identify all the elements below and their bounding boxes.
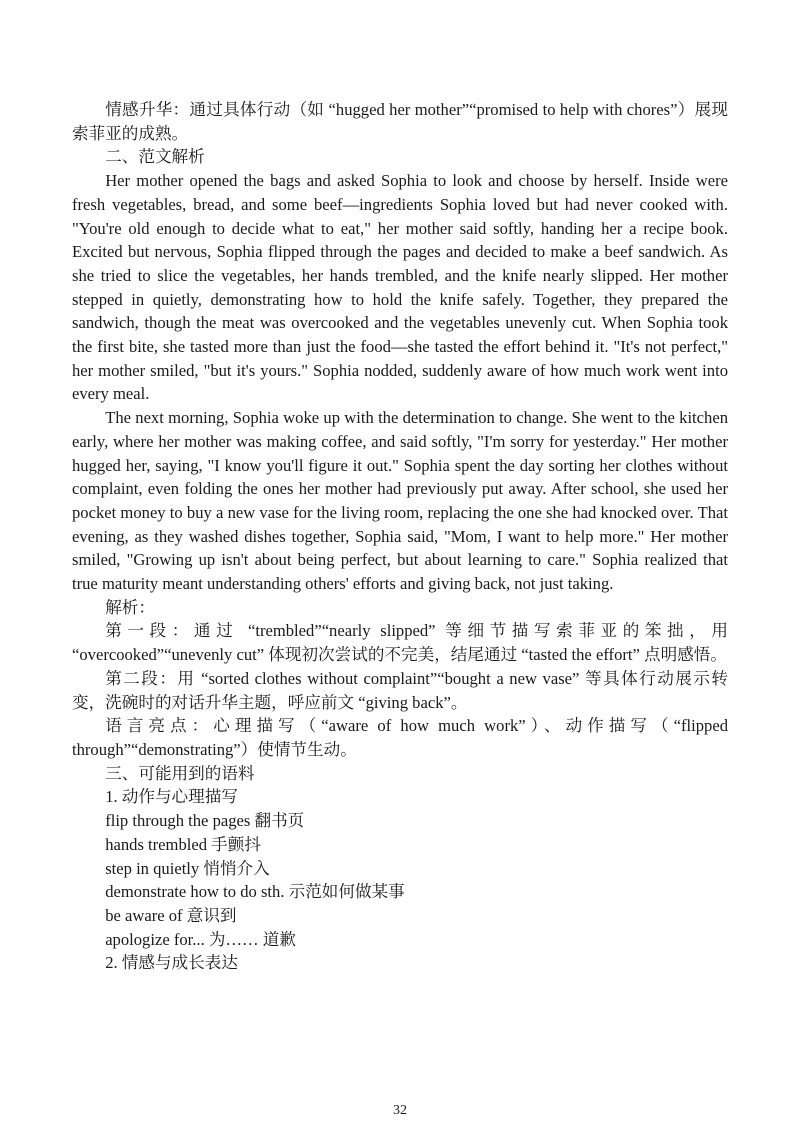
sample-paragraph-1: Her mother opened the bags and asked Sophia to look and choose by herself. Inside were fresh vegetables, bread, and some beef—ingredients Sophia loved but had never cooked with. "You're old enough to decide what to eat," her mother said softly, handing her a recipe book. Excited but nervous, Sophia flipped through the pages and decided to make a beef sandwich. As she tried to slice the vegetables, her hands trembled, and the knife nearly slipped. Her mother stepped in quietly, demonstrating how to hold the knife safely. Together, they prepared the sandwich, though the meat was overcooked and the vegetables unevenly cut. When Sophia took the first bite, she tasted more than just the food—she tasted the effort behind it. "It's not perfect," her mother smiled, "but it's yours." Sophia nodded, suddenly aware of how much work went into every meal.	[72, 171, 728, 404]
list-item: demonstrate how to do sth. 示范如何做某事	[105, 882, 405, 902]
analysis-paragraph-1: 第一段：通过 “trembled”“nearly slipped” 等细节描写索菲亚的笨拙，用 “overcooked”“unevenly cut” 体现初次尝试的不完美，结尾通过 “tasted the effort” 点明感悟。	[72, 621, 728, 665]
materials-subheading-1: 1. 动作与心理描写	[105, 787, 238, 807]
list-item: hands trembled 手颤抖	[105, 834, 261, 854]
analysis-language-highlights: 语言亮点：心理描写（“aware of how much work”）、动作描写（“flipped through”“demonstrating”）使情节生动。	[72, 716, 728, 759]
materials-subheading-2: 2. 情感与成长表达	[105, 953, 238, 973]
list-item: flip through the pages 翻书页	[105, 811, 305, 831]
document-page	[72, 98, 728, 975]
section-heading-sample: 二、范文解析	[105, 147, 205, 167]
section-heading-materials: 三、可能用到的语料	[105, 763, 255, 783]
list-item: apologize for... 为…… 道歉	[105, 929, 296, 949]
page-number: 32	[393, 1103, 407, 1118]
analysis-label: 解析：	[105, 597, 155, 617]
emotion-summary-line: 情感升华：通过具体行动（如 “hugged her mother”“promised to help with chores”）展现索菲亚的成熟。	[72, 100, 728, 143]
analysis-paragraph-2: 第二段：用 “sorted clothes without complaint”“bought a new vase” 等具体行动展示转变，洗碗时的对话升华主题，呼应前文 “giving back”。	[72, 668, 728, 712]
list-item: be aware of 意识到	[105, 905, 237, 925]
sample-paragraph-2: The next morning, Sophia woke up with the determination to change. She went to the kitchen early, where her mother was making coffee, and said softly, "I'm sorry for yesterday." Her mother hugged her, saying, "I know you'll figure it out." Sophia spent the day sorting her clothes without complaint, even folding the ones her mother had previously put away. After school, she used her pocket money to buy a new vase for the living room, replacing the one she had knocked over. That evening, as they washed dishes together, Sophia said, "Mom, I want to help more." Her mother smiled, "Growing up isn't about being perfect, but about learning to care." Sophia realized that true maturity meant understanding others' efforts and giving back, not just taking.	[72, 408, 728, 594]
list-item: step in quietly 悄悄介入	[105, 858, 270, 878]
